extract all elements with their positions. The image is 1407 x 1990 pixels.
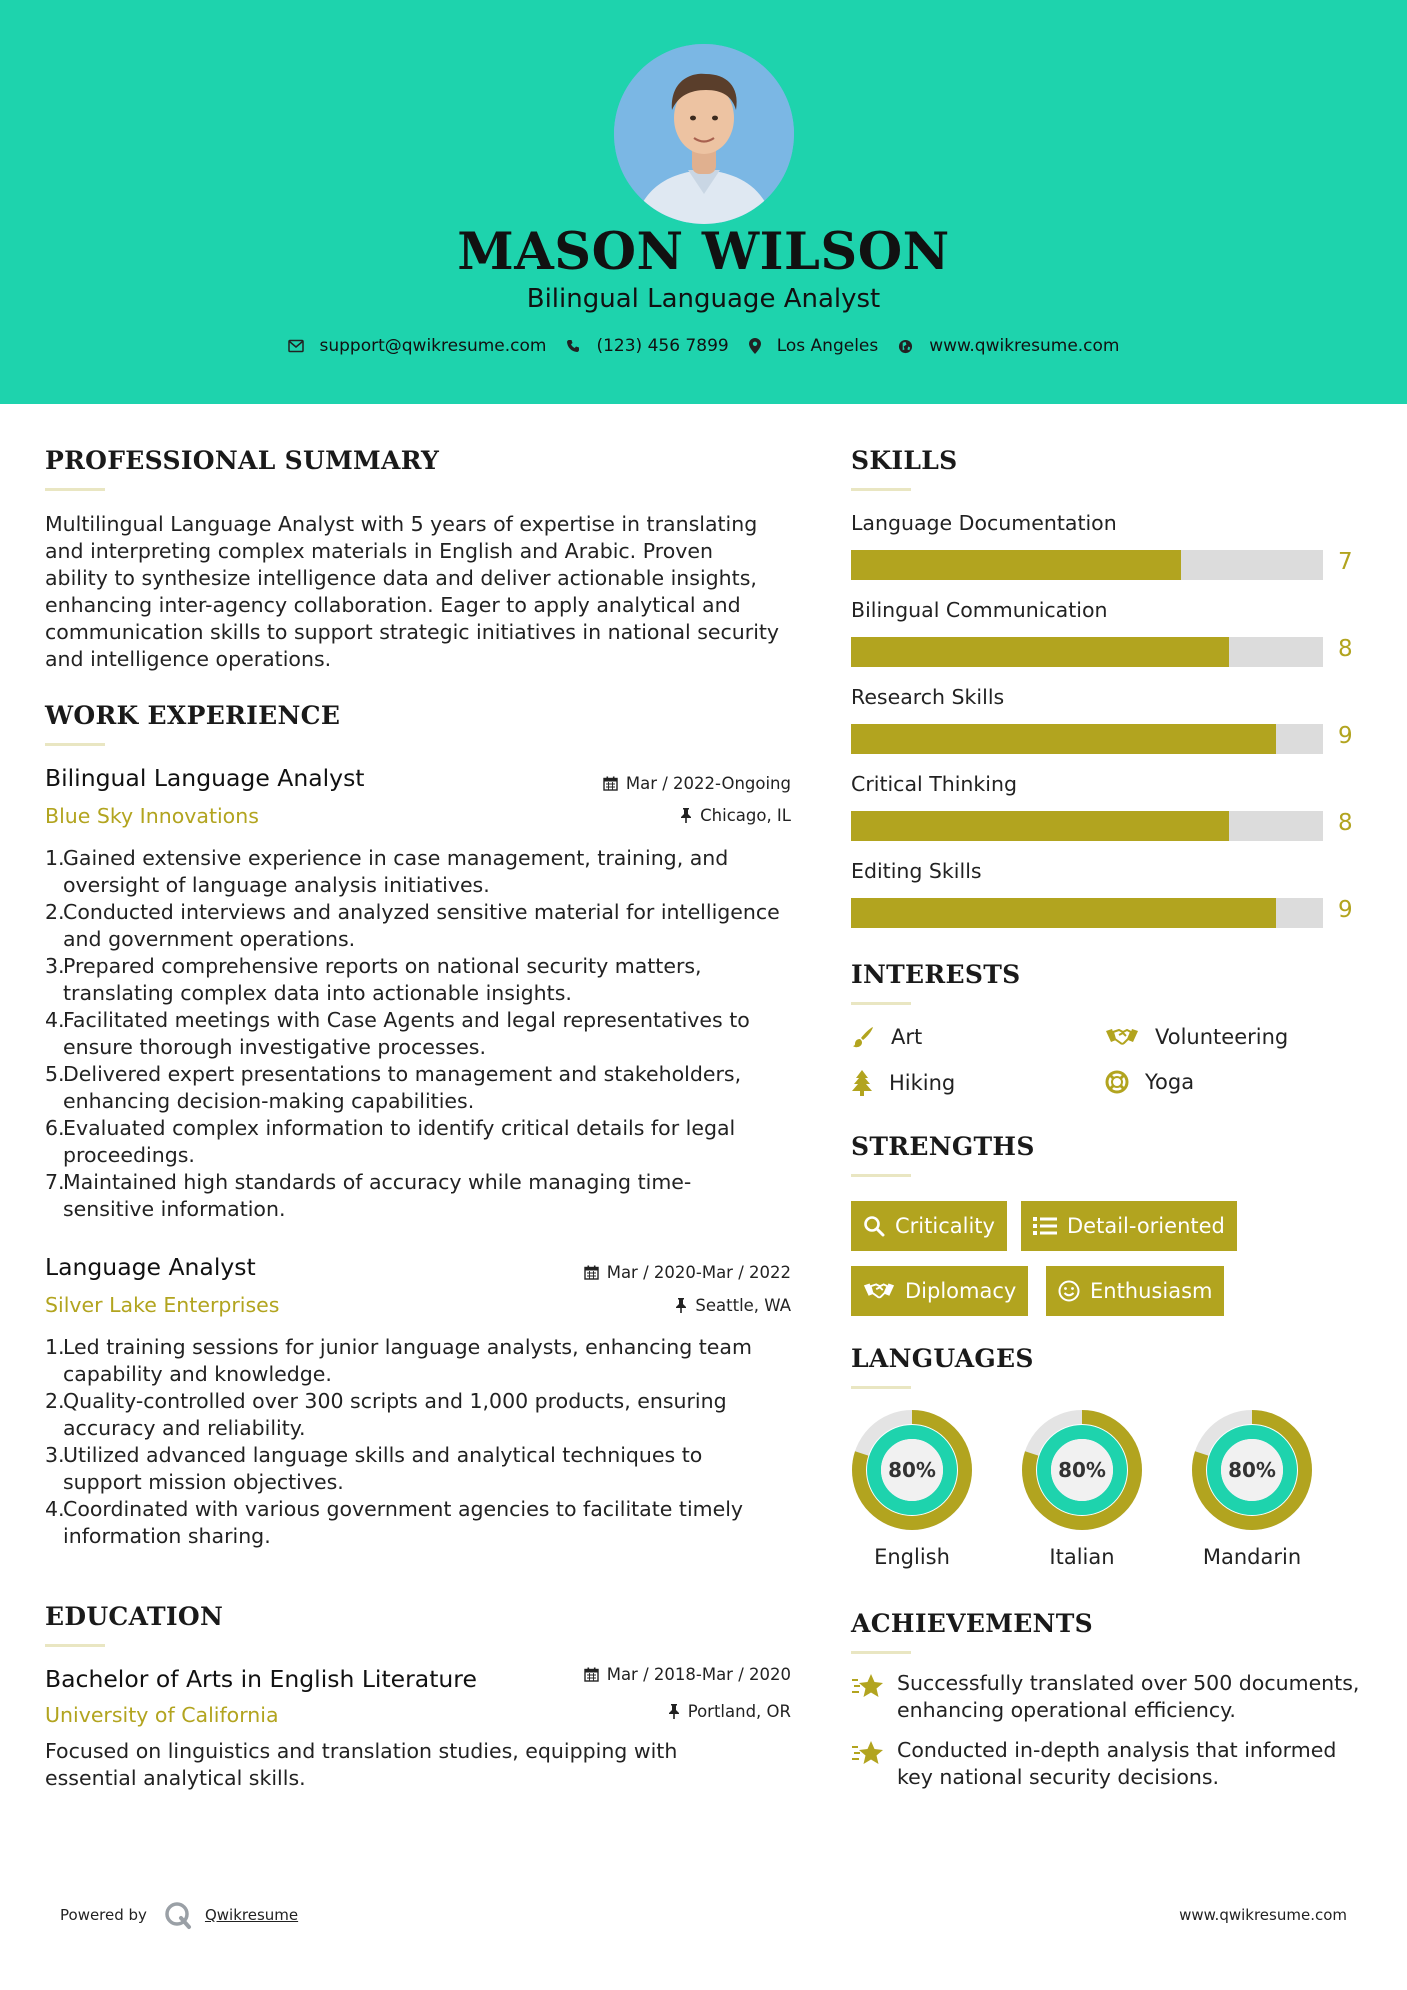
map-pin-icon: [749, 338, 761, 354]
skill-bar-fill: [851, 637, 1229, 667]
job-location-text: Chicago, IL: [700, 806, 791, 825]
summary-line: ability to synthesize intelligence data and deliver actionable insights,: [45, 566, 757, 590]
skill-bar: [851, 637, 1323, 667]
education-date: [584, 1665, 791, 1684]
skill-value: 9: [1338, 723, 1353, 749]
list-item: 4. Facilitated meetings with Case Agents and legal representatives to ensure thorough investigative processes.: [45, 1008, 750, 1059]
phone-text: (123) 456 7899: [596, 336, 729, 356]
language-ring: [851, 1409, 973, 1531]
footer-website[interactable]: www.qwikresume.com: [1179, 1906, 1347, 1924]
job-bullets: [45, 845, 815, 1223]
achievement-item: Successfully translated over 500 documents, enhancing operational efficiency.: [851, 1670, 1371, 1724]
pushpin-icon: [668, 1704, 680, 1719]
summary-line: and intelligence operations.: [45, 647, 332, 671]
summary-text: [45, 511, 805, 673]
contact-email[interactable]: [288, 336, 547, 356]
summary-line: and interpreting complex materials in English and Arabic. Proven: [45, 539, 713, 563]
interest-item-yoga: Yoga: [1105, 1070, 1194, 1094]
job-date: [584, 1263, 791, 1282]
language-ring: [1021, 1409, 1143, 1531]
pushpin-icon: [680, 808, 692, 823]
skill-value: 7: [1338, 549, 1353, 575]
phone-icon: [566, 339, 580, 353]
skills-divider: [851, 488, 911, 491]
handshake-icon: [1105, 1026, 1139, 1048]
job-date-text: Mar / 2022-Ongoing: [625, 774, 791, 793]
contact-website[interactable]: [898, 336, 1119, 356]
strengths-divider: [851, 1174, 911, 1177]
list-item: 1. Gained extensive experience in case management, training, and oversight of language analysis initiatives.: [45, 846, 729, 897]
experience-divider: [45, 743, 105, 746]
education-divider: [45, 1644, 105, 1647]
education-heading: EDUCATION: [45, 1602, 224, 1631]
contact-bar: [0, 336, 1407, 356]
contact-phone[interactable]: [566, 336, 728, 356]
degree-title: Bachelor of Arts in English Literature: [45, 1665, 477, 1693]
job-date: [603, 774, 791, 793]
calendar-icon: [603, 776, 618, 791]
qwikresume-logo-icon: [163, 1900, 193, 1930]
qwikresume-link[interactable]: Qwikresume: [204, 1906, 299, 1924]
skill-name: Research Skills: [851, 685, 1005, 709]
strength-tag-criticality: Criticality: [851, 1201, 1007, 1251]
interests-heading: INTERESTS: [851, 960, 1021, 989]
calendar-icon: [584, 1265, 599, 1280]
email-text: support@qwikresume.com: [319, 336, 547, 356]
list-item: 1. Led training sessions for junior language analysts, enhancing team capability and knowledge.: [45, 1335, 752, 1386]
skill-value: 8: [1338, 636, 1353, 662]
skill-bar: [851, 724, 1323, 754]
skill-name: Language Documentation: [851, 511, 1117, 535]
website-text: www.qwikresume.com: [929, 336, 1120, 356]
envelope-icon: [288, 339, 304, 353]
handshake-icon: [863, 1280, 895, 1302]
summary-line: enhancing inter-agency collaboration. Eager to apply analytical and: [45, 593, 741, 617]
skill-bar: [851, 811, 1323, 841]
list-item: 7. Maintained high standards of accuracy while managing time- sensitive information.: [45, 1170, 692, 1221]
list-item: 4. Coordinated with various government agencies to facilitate timely information sharing.: [45, 1497, 744, 1548]
globe-icon: [898, 339, 913, 354]
job-title: Language Analyst: [45, 1253, 256, 1281]
list-icon: [1033, 1216, 1057, 1236]
strength-tag-enthusiasm: Enthusiasm: [1046, 1266, 1224, 1316]
list-item: 3. Prepared comprehensive reports on national security matters, translating complex data into actionable insights.: [45, 954, 702, 1005]
achievement-item: Conducted in-depth analysis that informed key national security decisions.: [851, 1737, 1371, 1791]
skill-name: Editing Skills: [851, 859, 982, 883]
achievements-divider: [851, 1651, 911, 1654]
contact-location: [749, 336, 879, 356]
resume-header: [0, 0, 1407, 404]
tree-icon: [851, 1070, 873, 1096]
smile-icon: [1058, 1280, 1080, 1302]
school-name: University of California: [45, 1703, 279, 1727]
languages-divider: [851, 1386, 911, 1389]
skill-value: 8: [1338, 810, 1353, 836]
candidate-role: Bilingual Language Analyst: [526, 284, 881, 314]
education-location-text: Portland, OR: [687, 1702, 791, 1721]
language-ring: [1191, 1409, 1313, 1531]
language-percent: 80%: [1058, 1458, 1106, 1482]
achievements-heading: ACHIEVEMENTS: [851, 1609, 1093, 1638]
location-text: Los Angeles: [776, 336, 879, 356]
list-item: 2. Quality-controlled over 300 scripts and 1,000 products, ensuring accuracy and reliability.: [45, 1389, 727, 1440]
interest-item-hiking: Hiking: [851, 1070, 955, 1096]
skill-name: Bilingual Communication: [851, 598, 1108, 622]
job-date-text: Mar / 2020-Mar / 2022: [606, 1263, 791, 1282]
languages-heading: LANGUAGES: [851, 1344, 1034, 1373]
job-bullets: [45, 1334, 815, 1550]
pushpin-icon: [675, 1298, 687, 1313]
job-company: Blue Sky Innovations: [45, 804, 259, 828]
list-item: 5. Delivered expert presentations to management and stakeholders, enhancing decision-making capabilities.: [45, 1062, 742, 1113]
experience-heading: WORK EXPERIENCE: [45, 701, 341, 730]
strength-tag-detail-oriented: Detail-oriented: [1021, 1201, 1237, 1251]
summary-line: communication skills to support strategic initiatives in national security: [45, 620, 780, 644]
skill-bar: [851, 898, 1323, 928]
calendar-icon: [584, 1667, 599, 1682]
star-icon: [851, 1672, 885, 1702]
powered-by-text: Powered by: [60, 1906, 147, 1924]
candidate-name: MASON WILSON: [457, 222, 950, 282]
list-item: 3. Utilized advanced language skills and analytical techniques to support mission objectives.: [45, 1443, 703, 1494]
skill-bar-fill: [851, 811, 1229, 841]
paintbrush-icon: [851, 1025, 875, 1049]
skill-bar-fill: [851, 898, 1276, 928]
education-description: Focused on linguistics and translation studies, equipping with essential analytical skills.: [45, 1739, 678, 1790]
skills-heading: SKILLS: [851, 446, 958, 475]
summary-heading: PROFESSIONAL SUMMARY: [45, 446, 440, 475]
skill-name: Critical Thinking: [851, 772, 1017, 796]
summary-line: Multilingual Language Analyst with 5 years of expertise in translating: [45, 512, 758, 536]
skill-value: 9: [1338, 897, 1353, 923]
list-item: 6. Evaluated complex information to identify critical details for legal proceedings.: [45, 1116, 736, 1167]
list-item: 2. Conducted interviews and analyzed sensitive material for intelligence and government operations.: [45, 900, 780, 951]
language-percent: 80%: [1228, 1458, 1276, 1482]
language-name: English: [874, 1545, 950, 1569]
language-percent: 80%: [888, 1458, 936, 1482]
strength-tag-diplomacy: Diplomacy: [851, 1266, 1028, 1316]
skill-bar: [851, 550, 1323, 580]
job-company: Silver Lake Enterprises: [45, 1293, 280, 1317]
job-location: [675, 1296, 791, 1315]
education-date-text: Mar / 2018-Mar / 2020: [606, 1665, 791, 1684]
interest-item-volunteering: Volunteering: [1105, 1025, 1288, 1049]
language-name: Mandarin: [1202, 1545, 1302, 1569]
profile-photo: [614, 44, 794, 224]
job-location: [680, 806, 791, 825]
interest-item-art: Art: [851, 1025, 922, 1049]
star-icon: [851, 1739, 885, 1769]
interests-divider: [851, 1002, 911, 1005]
skill-bar-fill: [851, 550, 1181, 580]
summary-divider: [45, 488, 105, 491]
footer-powered-by: [60, 1900, 298, 1930]
job-location-text: Seattle, WA: [695, 1296, 791, 1315]
lifebuoy-icon: [1105, 1070, 1129, 1094]
search-icon: [863, 1215, 885, 1237]
strengths-heading: STRENGTHS: [851, 1132, 1035, 1161]
language-name: Italian: [1049, 1545, 1115, 1569]
education-location: [668, 1702, 791, 1721]
skill-bar-fill: [851, 724, 1276, 754]
job-title: Bilingual Language Analyst: [45, 764, 365, 792]
